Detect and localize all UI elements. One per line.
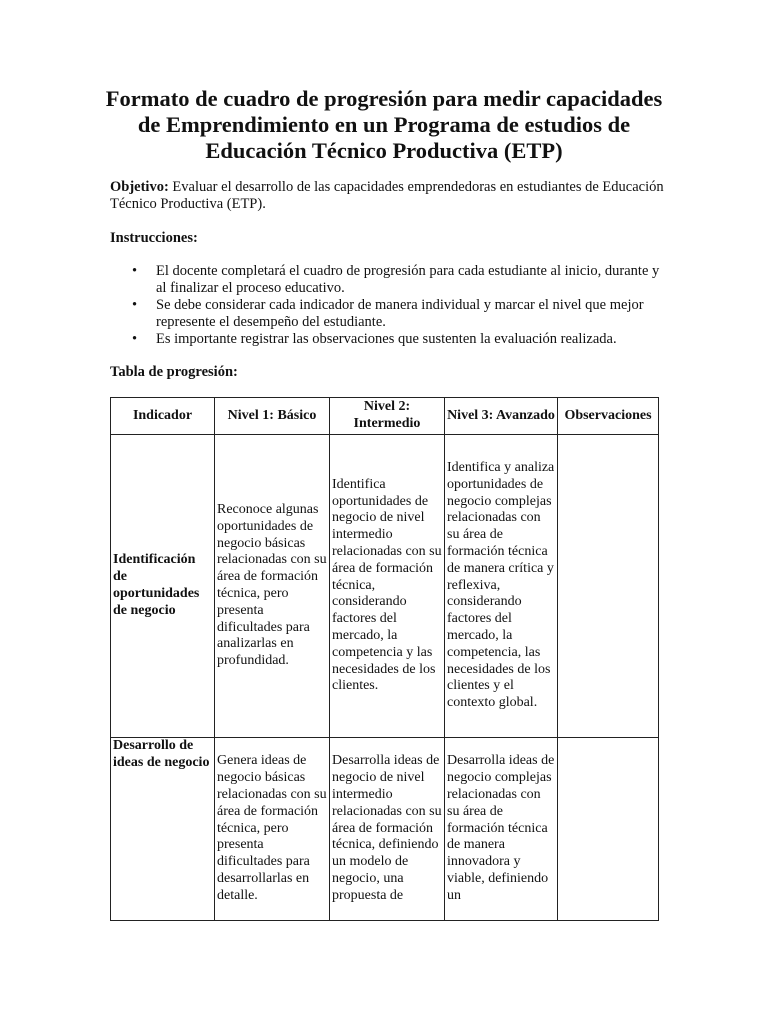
- header-indicator: Indicador: [111, 398, 215, 435]
- instruction-item: • El docente completará el cuadro de progresión para cada estudiante al inicio, durante y al finalizar el proceso educativo.: [110, 263, 670, 297]
- header-level-3: Nivel 3: Avanzado: [445, 398, 558, 435]
- header-level-2: Nivel 2: Intermedio: [330, 398, 445, 435]
- document-title: Formato de cuadro de progresión para medir capacidades de Emprendimiento en un Programa de estudios de Educación Técnico Productiva (ETP): [105, 86, 663, 163]
- level-2-cell: Desarrolla ideas de negocio de nivel intermedio relacionadas con su área de formación técnica, definiendo un modelo de negocio, una propuesta de: [330, 738, 445, 921]
- observations-cell: [558, 435, 659, 738]
- level-1-cell: Genera ideas de negocio básicas relacionadas con su área de formación técnica, pero presenta dificultades para desarrollarlas en detalle.: [215, 738, 330, 921]
- instruction-item: • Se debe considerar cada indicador de manera individual y marcar el nivel que mejor represente el desempeño del estudiante.: [110, 297, 670, 331]
- objective-text: Evaluar el desarrollo de las capacidades emprendedoras en estudiantes de Educación Técnico Productiva (ETP).: [110, 179, 664, 212]
- table-row: [111, 738, 659, 921]
- objective-label: Objetivo:: [110, 179, 169, 195]
- header-observations: Observaciones: [558, 398, 659, 435]
- instructions-list: [110, 263, 670, 348]
- progression-table: [110, 397, 659, 921]
- table-label: Tabla de progresión:: [110, 364, 238, 380]
- objective-paragraph: [110, 179, 670, 213]
- instruction-item: • Es importante registrar las observaciones que sustenten la evaluación realizada.: [110, 331, 670, 348]
- level-3-cell: Desarrolla ideas de negocio complejas relacionadas con su área de formación técnica de manera innovadora y viable, definiendo un: [445, 738, 558, 921]
- header-level-1: Nivel 1: Básico: [215, 398, 330, 435]
- indicator-cell: Desarrollo de ideas de negocio: [111, 738, 215, 921]
- level-2-cell: Identifica oportunidades de negocio de nivel intermedio relacionadas con su área de formación técnica, considerando factores del mercado, la competencia y las necesidades de los clientes.: [330, 435, 445, 738]
- instructions-label: Instrucciones:: [110, 230, 198, 246]
- level-1-cell: Reconoce algunas oportunidades de negocio básicas relacionadas con su área de formación técnica, pero presenta dificultades para analizarlas en profundidad.: [215, 435, 330, 738]
- level-3-cell: Identifica y analiza oportunidades de negocio complejas relacionadas con su área de formación técnica de manera crítica y reflexiva, considerando factores del mercado, la competencia, las necesidades de los clientes y el contexto global.: [445, 435, 558, 738]
- table-header-row: [111, 398, 659, 435]
- observations-cell: [558, 738, 659, 921]
- indicator-cell: Identificación de oportunidades de negocio: [111, 435, 215, 738]
- table-row: [111, 435, 659, 738]
